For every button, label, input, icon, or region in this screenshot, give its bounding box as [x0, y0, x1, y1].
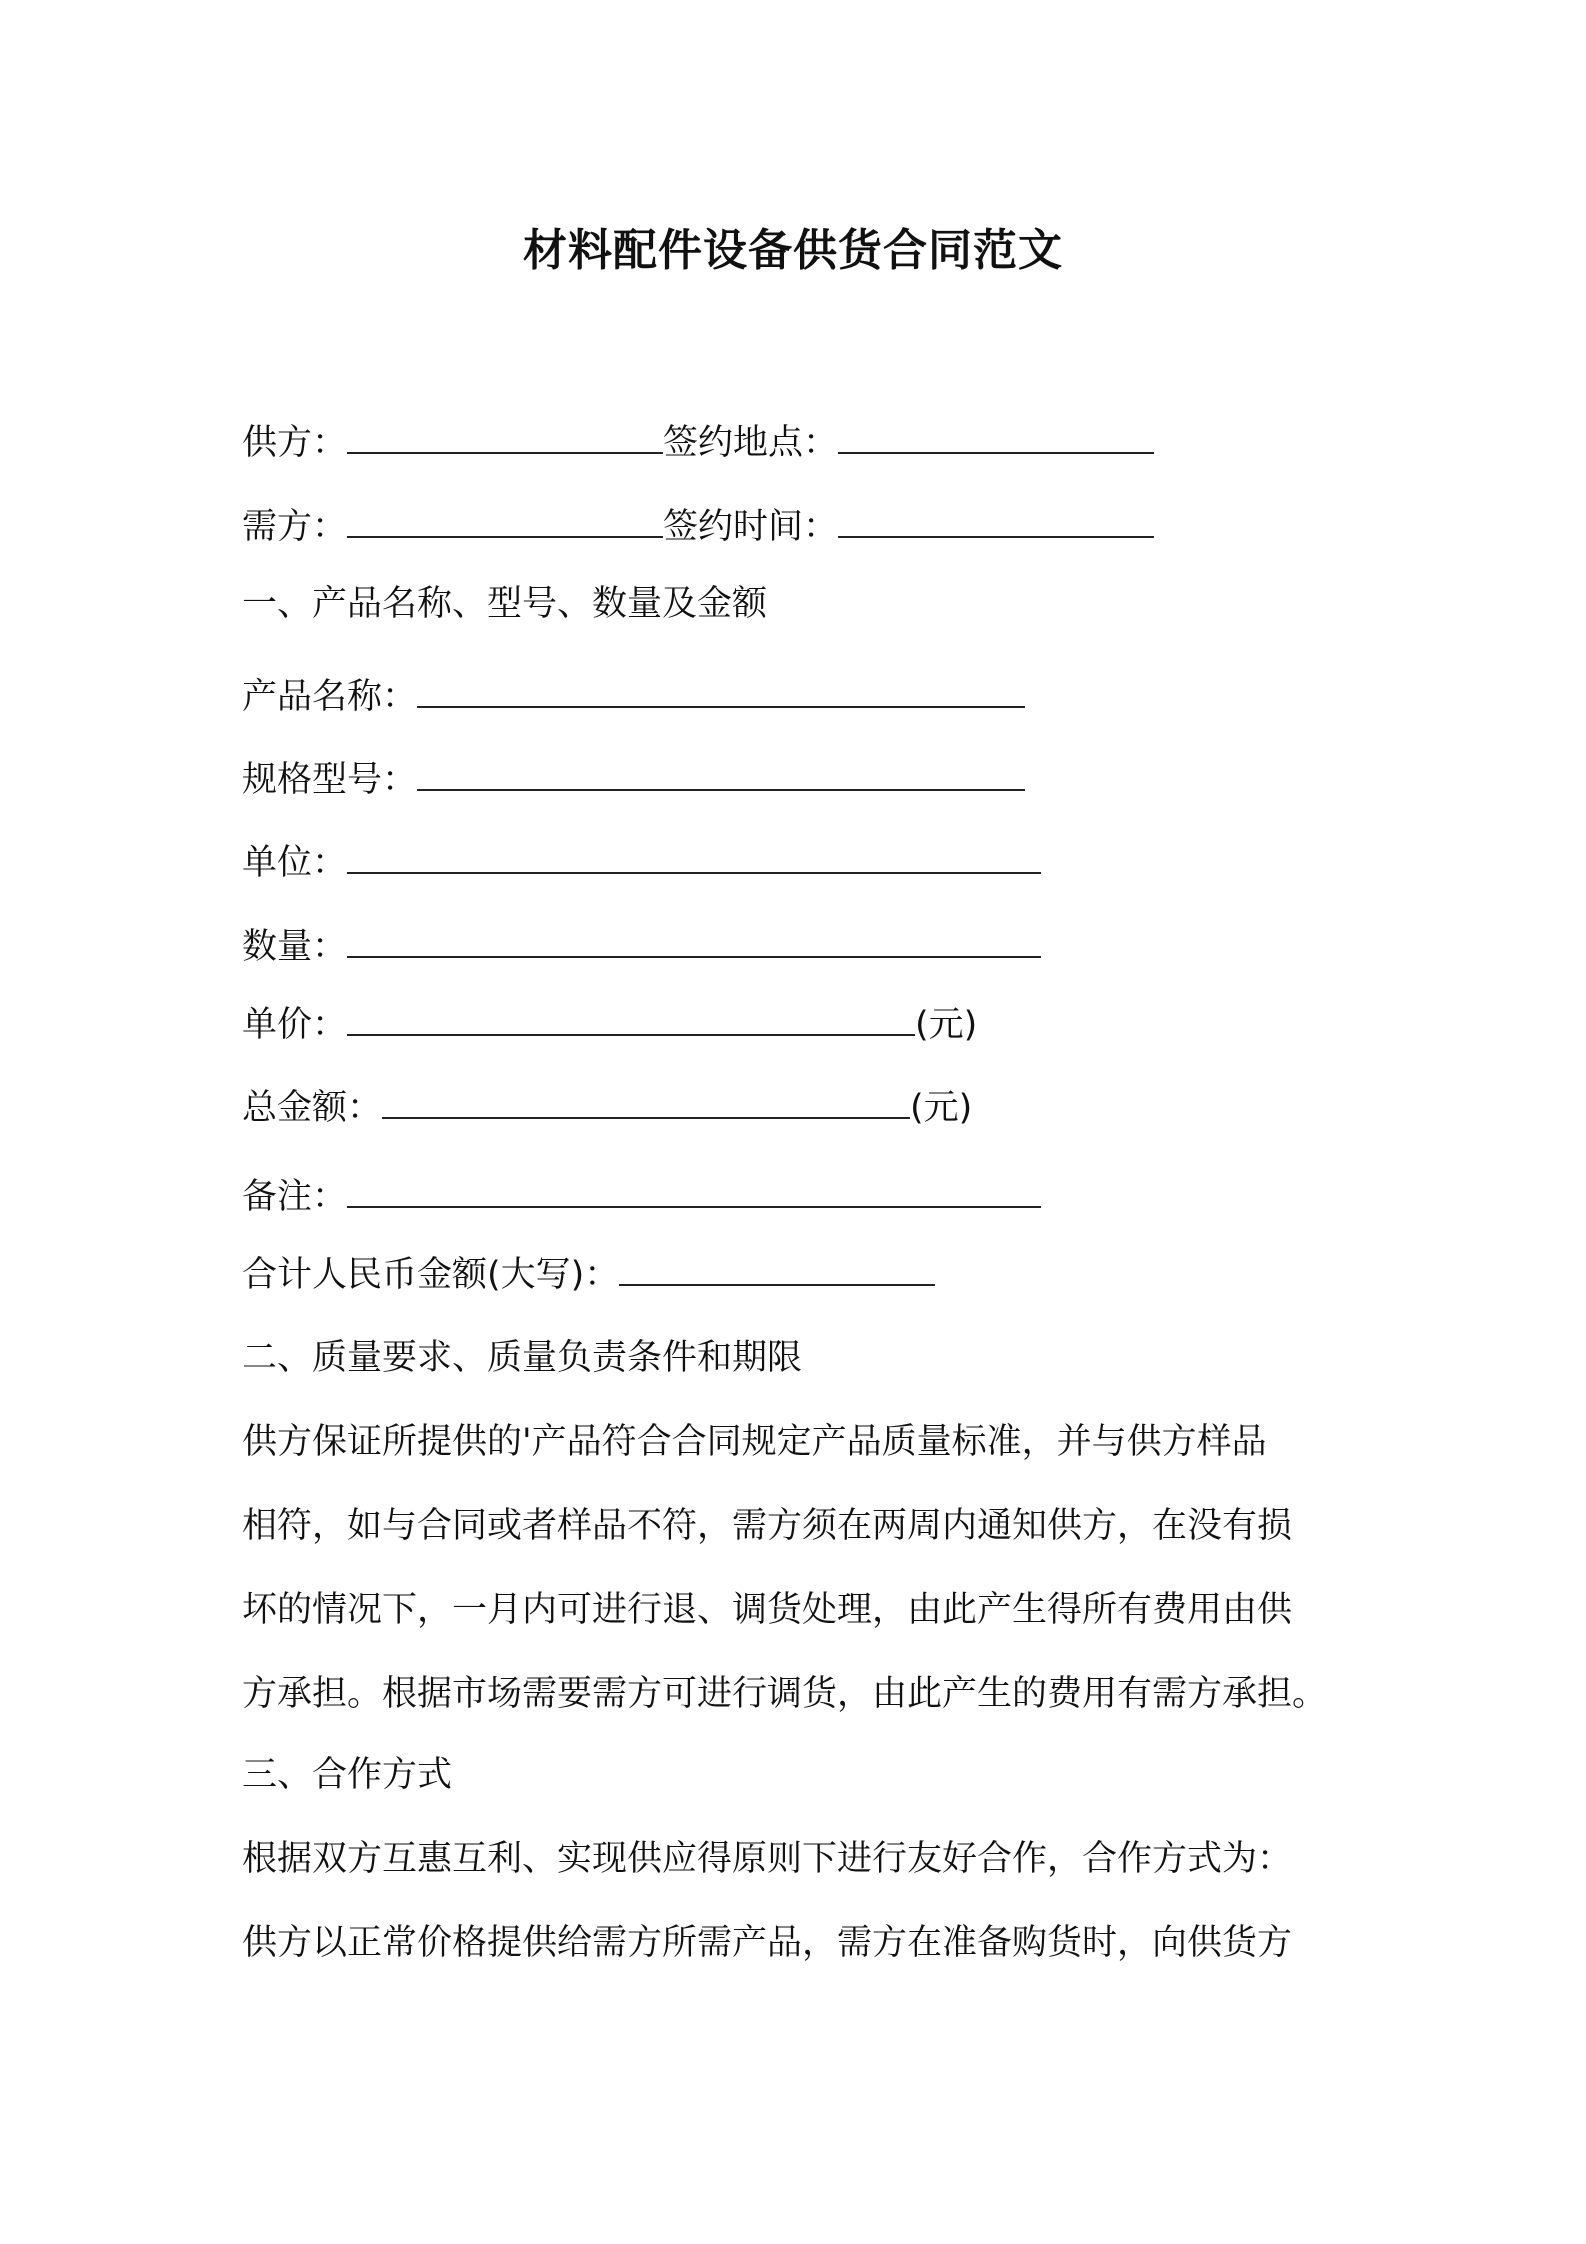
spec-label: 规格型号： — [242, 760, 418, 800]
unit-price-blank[interactable] — [347, 1000, 915, 1036]
buyer-line — [242, 502, 1154, 551]
quantity-label: 数量： — [242, 927, 348, 967]
unit-line — [242, 838, 1041, 887]
section2-paragraph — [242, 1400, 1362, 1736]
rmb-total-blank[interactable] — [619, 1250, 935, 1286]
buyer-blank[interactable] — [347, 502, 663, 538]
remark-line — [242, 1172, 1041, 1221]
total-yuan: (元) — [910, 1088, 973, 1128]
section3-line-1: 根据双方互惠互利、实现供应得原则下进行友好合作，合作方式为： — [242, 1839, 1293, 1879]
quantity-blank[interactable] — [347, 922, 1041, 958]
unit-price-yuan: (元) — [915, 1005, 978, 1045]
section2-line-2: 相符，如与合同或者样品不符，需方须在两周内通知供方，在没有损 — [242, 1506, 1293, 1546]
product-name-line — [242, 672, 1025, 721]
rmb-total-label: 合计人民币金额(大写)： — [242, 1255, 620, 1295]
spec-blank[interactable] — [417, 755, 1025, 791]
section3-line-2: 供方以正常价格提供给需方所需产品，需方在准备购货时，向供货方 — [242, 1923, 1293, 1963]
sign-time-blank[interactable] — [838, 502, 1154, 538]
spec-line — [242, 755, 1025, 804]
product-name-label: 产品名称： — [242, 677, 418, 717]
document-title: 材料配件设备供货合同范文 — [523, 225, 1063, 276]
total-label: 总金额： — [242, 1088, 383, 1128]
section2-line-4: 方承担。根据市场需要需方可进行调货，由此产生的费用有需方承担。 — [242, 1674, 1328, 1714]
product-name-blank[interactable] — [417, 672, 1025, 708]
section1-heading: 一、产品名称、型号、数量及金额 — [242, 584, 768, 624]
sign-time-label: 签约时间： — [663, 507, 839, 547]
section3-paragraph — [242, 1817, 1362, 1985]
unit-label: 单位： — [242, 843, 348, 883]
section3-heading: 三、合作方式 — [242, 1755, 453, 1795]
sign-place-label: 签约地点： — [663, 423, 839, 463]
sign-place-blank[interactable] — [838, 418, 1154, 454]
supplier-blank[interactable] — [347, 418, 663, 454]
section2-line-1: 供方保证所提供的'产品符合合同规定产品质量标准，并与供方样品 — [242, 1422, 1267, 1462]
total-line — [242, 1083, 972, 1132]
supplier-line — [242, 418, 1154, 467]
buyer-label: 需方： — [242, 507, 348, 547]
unit-price-label: 单价： — [242, 1005, 348, 1045]
unit-price-line — [242, 1000, 977, 1049]
unit-blank[interactable] — [347, 838, 1041, 874]
section2-line-3: 坏的情况下，一月内可进行退、调货处理，由此产生得所有费用由供 — [242, 1590, 1293, 1630]
supplier-label: 供方： — [242, 423, 348, 463]
remark-label: 备注： — [242, 1177, 348, 1217]
rmb-total-line — [242, 1250, 935, 1299]
total-blank[interactable] — [382, 1083, 910, 1119]
section2-heading: 二、质量要求、质量负责条件和期限 — [242, 1338, 803, 1378]
remark-blank[interactable] — [347, 1172, 1041, 1208]
quantity-line — [242, 922, 1041, 971]
